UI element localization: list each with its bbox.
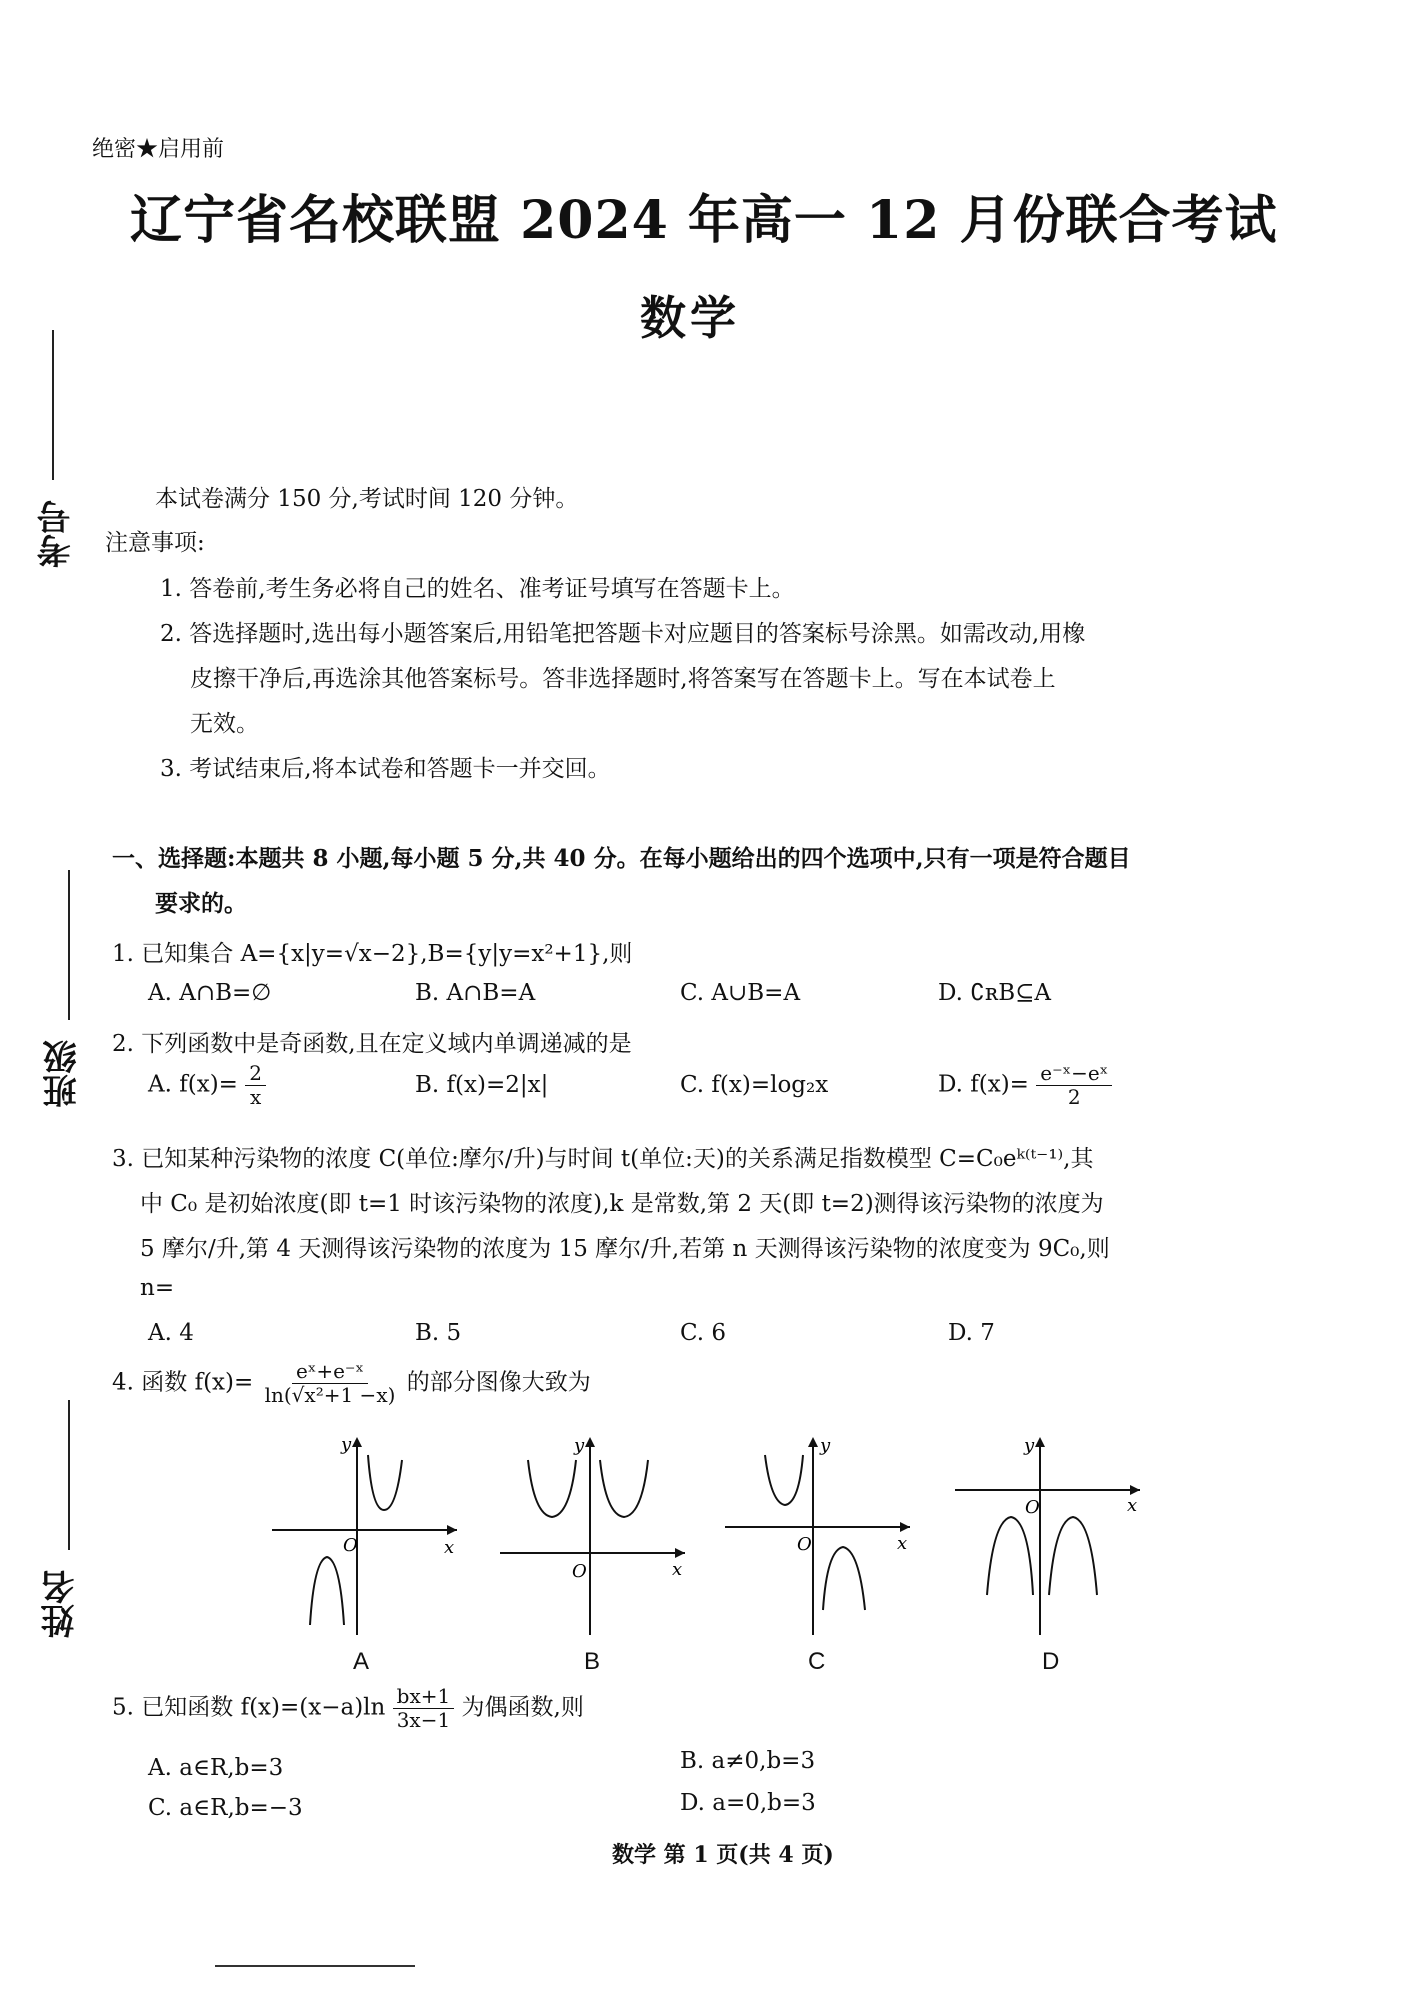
q1-option-a: A. A∩B=∅ — [148, 980, 272, 1006]
subject-title: 数学 — [640, 291, 740, 345]
q4-d-x-label: x — [1127, 1495, 1138, 1516]
notice-item-2b: 皮擦干净后,再选涂其他答案标号。答非选择题时,将答案写在答题卡上。写在本试卷上 — [190, 666, 1056, 692]
q5-prefix: 5. 已知函数 f(x)=(x−a)ln — [112, 1694, 386, 1721]
q2-a-prefix: A. f(x)= — [148, 1071, 238, 1098]
bottom-rule — [215, 1965, 415, 1967]
q4-label-b: B — [584, 1648, 601, 1675]
name-line — [68, 1400, 70, 1550]
q5-option-d: D. a=0,b=3 — [680, 1790, 816, 1816]
section1-heading-2: 要求的。 — [155, 890, 247, 917]
q3-option-d: D. 7 — [948, 1320, 995, 1346]
q4-b-origin: O — [572, 1561, 587, 1582]
notice-heading: 注意事项: — [105, 530, 205, 556]
name-label: 姓名 — [41, 1570, 81, 1638]
q5-denominator: 3x−1 — [396, 1708, 451, 1732]
q4-b-y-label: y — [574, 1435, 585, 1456]
q4-numerator: eˣ+e⁻ˣ — [292, 1360, 368, 1384]
q3-option-a: A. 4 — [148, 1320, 194, 1346]
notice-item-1: 1. 答卷前,考生务必将自己的姓名、准考证号填写在答题卡上。 — [160, 576, 795, 602]
q2-option-b: B. f(x)=2|x| — [415, 1072, 549, 1098]
q4-graph-a — [272, 1435, 462, 1635]
q2-d-numerator: e⁻ˣ−eˣ — [1036, 1062, 1112, 1086]
q5-option-c: C. a∈R,b=−3 — [148, 1795, 303, 1821]
q4-c-x-label: x — [897, 1533, 908, 1554]
q5-suffix: 为偶函数,则 — [461, 1694, 584, 1721]
exam-intro: 本试卷满分 150 分,考试时间 120 分钟。 — [155, 486, 579, 512]
secret-mark: 绝密★启用前 — [92, 137, 225, 162]
q4-a-x-label: x — [444, 1537, 455, 1558]
exam-no-line — [52, 330, 54, 480]
q1-stem: 1. 已知集合 A={x|y=√x−2},B={y|y=x²+1},则 — [112, 941, 633, 967]
page-footer: 数学 第 1 页(共 4 页) — [612, 1842, 834, 1868]
notice-item-2c: 无效。 — [190, 711, 259, 737]
q4-denominator: ln(√x²+1 −x) — [264, 1383, 396, 1407]
q5-option-b: B. a≠0,b=3 — [680, 1748, 816, 1774]
q4-prefix: 4. 函数 f(x)= — [112, 1369, 254, 1396]
q2-option-c: C. f(x)=log₂x — [680, 1072, 829, 1098]
q2-a-fraction — [245, 1062, 266, 1109]
q3-option-c: C. 6 — [680, 1320, 727, 1346]
q3-line-4: n= — [140, 1275, 175, 1301]
section1-heading: 一、选择题:本题共 8 小题,每小题 5 分,共 40 分。在每小题给出的四个选项中,只有一项是符合题目 — [112, 845, 1131, 872]
class-label: 班级 — [43, 1040, 83, 1108]
q3-line-2: 中 C₀ 是初始浓度(即 t=1 时该污染物的浓度),k 是常数,第 2 天(即 t=2)测得该污染物的浓度为 — [140, 1191, 1104, 1217]
q4-suffix: 的部分图像大致为 — [406, 1369, 591, 1396]
q2-a-denominator: x — [249, 1085, 262, 1109]
q2-stem: 2. 下列函数中是奇函数,且在定义域内单调递减的是 — [112, 1031, 632, 1057]
exam-no-label: 考号 — [37, 500, 77, 568]
q2-option-a — [148, 1062, 266, 1109]
q3-line-3: 5 摩尔/升,第 4 天测得该污染物的浓度为 15 摩尔/升,若第 n 天测得该污染物的浓度变为 9C₀,则 — [140, 1236, 1110, 1262]
q5-option-a: A. a∈R,b=3 — [148, 1755, 284, 1781]
q3-option-b: B. 5 — [415, 1320, 462, 1346]
q4-stem — [112, 1360, 591, 1407]
q2-d-prefix: D. f(x)= — [938, 1071, 1029, 1098]
q1-option-b: B. A∩B=A — [415, 980, 536, 1006]
q4-label-c: C — [808, 1648, 826, 1675]
q4-graph-d — [955, 1435, 1145, 1635]
q4-d-y-label: y — [1024, 1435, 1035, 1456]
q4-c-y-label: y — [820, 1435, 831, 1456]
q4-label-a: A — [353, 1648, 370, 1675]
exam-title: 辽宁省名校联盟 2024 年高一 12 月份联合考试 — [130, 190, 1278, 251]
q1-option-d: D. ∁ʀB⊆A — [938, 980, 1052, 1006]
q2-d-fraction — [1036, 1062, 1112, 1109]
q4-b-x-label: x — [672, 1559, 683, 1580]
q4-graph-b — [500, 1435, 690, 1635]
q4-graph-c — [725, 1435, 915, 1635]
q2-d-denominator: 2 — [1067, 1085, 1081, 1109]
q5-stem — [112, 1685, 584, 1732]
q3-line-1: 3. 已知某种污染物的浓度 C(单位:摩尔/升)与时间 t(单位:天)的关系满足指数模型 C=C₀eᵏ⁽ᵗ⁻¹⁾,其 — [112, 1146, 1094, 1172]
notice-item-3: 3. 考试结束后,将本试卷和答题卡一并交回。 — [160, 756, 611, 782]
notice-item-2a: 2. 答选择题时,选出每小题答案后,用铅笔把答题卡对应题目的答案标号涂黑。如需改动,用橡 — [160, 621, 1086, 647]
q4-c-origin: O — [797, 1534, 812, 1555]
q4-fraction — [261, 1360, 400, 1407]
q1-option-c: C. A∪B=A — [680, 980, 801, 1006]
q4-d-origin: O — [1025, 1497, 1040, 1518]
q2-option-d — [938, 1062, 1112, 1109]
q4-label-d: D — [1042, 1648, 1060, 1675]
q2-a-numerator: 2 — [245, 1062, 266, 1086]
class-line — [68, 870, 70, 1020]
q4-a-y-label: y — [341, 1435, 352, 1455]
q5-numerator: bx+1 — [393, 1685, 455, 1709]
q5-fraction — [393, 1685, 455, 1732]
q4-a-origin: O — [343, 1535, 358, 1556]
